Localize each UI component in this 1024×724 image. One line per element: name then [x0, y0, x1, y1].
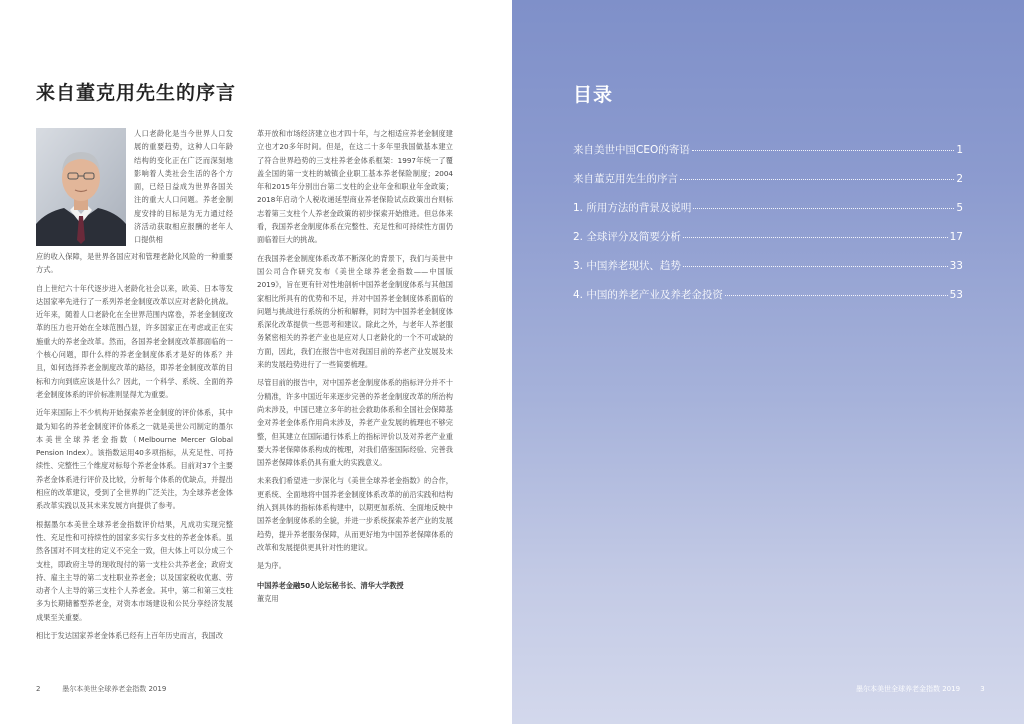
toc-item-page: 17 [949, 231, 963, 243]
right-page-footer [856, 684, 985, 694]
toc-item[interactable] [573, 287, 963, 316]
toc-item-label: 来自董克用先生的序言 [573, 173, 678, 185]
preface-title: 来自董克用先生的序言 [36, 82, 237, 104]
toc-leader-dots [680, 179, 954, 180]
signature-title: 中国养老金融50人论坛秘书长、清华大学教授 [257, 580, 404, 590]
toc-item-label: 1. 所用方法的背景及说明 [573, 202, 692, 214]
toc-item-label: 2. 全球评分及简要分析 [573, 231, 681, 243]
preface-paragraph: 在我国养老金制度体系改革不断深化的背景下，我们与美世中国公司合作研究发布《美世全球养老金指数——中国版2019》，旨在更有针对性地剖析中国养老金制度体系与其他国家相比所具有的优势和不足，并对中国养老金制度体系面临的问题与挑战进行系统的分析和解释，同时为中国养老金制度体系深化改革提供一些思考和建议。除此之外，与老年人养老服务紧密相关的养老产业也是应对人口老龄化的一个不可或缺的方面，因此，我们在报告中也对我国目前的养老产业发展及未来的发展趋势进行了一些简要梳理。 [257, 253, 453, 370]
footer-text: 墨尔本美世全球养老金指数 2019 [856, 685, 961, 693]
toc-leader-dots [683, 266, 948, 267]
toc-item[interactable] [573, 229, 963, 258]
preface-paragraph: 自上世纪六十年代逐步进入老龄化社会以来，欧美、日本等发达国家率先进行了一系列养老金制度改革以应对老龄化挑战。近年来，随着人口老龄化在全世界范围内席卷，养老金制度改革的压力也开始在全球范围凸显，许多国家正在考虑或正在实施重大的养老金改革。然而，各国养老金制度改革都面临的一个核心问题，即什么样的养老金制度体系才是好的体系？并且，如何选择养老金制度改革的路径，即养老金制度改革的目标和方向到底应该是什么？因此，一个科学、系统、全面的养老金制度体系的评价标准则显得尤为重要。 [36, 283, 233, 399]
toc-leader-dots [693, 208, 954, 209]
preface-paragraph: 未来我们希望进一步深化与《美世全球养老金指数》的合作，更系统、全面地将中国养老金制度体系改革的前沿实践和结构纳入到具体的指标体系构建中，以期更加系统、全面地反映中国养老金制度体系的全貌，并进一步系统探索养老产业的发展趋势，提升养老服务保障，从而更好地为中国养老保障体系的改革和发展提供更具针对性的建议。 [257, 476, 453, 552]
portrait-illustration [36, 128, 126, 246]
toc-item-label: 4. 中国的养老产业及养老金投资 [573, 289, 723, 301]
toc-item[interactable] [573, 258, 963, 287]
toc-item-page: 33 [949, 260, 963, 272]
preface-paragraph: 近年来国际上不少机构开始探索养老金制度的评价体系，其中最为知名的养老金制度评价体系之一就是美世公司制定的墨尔本美世全球养老金指数（Melbourne Mercer Global Pension Index）。该指数运用40多项指标，从充足性、可持续性、完整性三个维度对标每个养老金体系。目前对37个主要养老金体系进行评价及比较，分析每个体系的优缺点，并提出相应的改革建议，受到了全世界的广泛关注，为全球养老金体系改革实践以及其未来发展方向提供了参考。 [36, 408, 233, 511]
footer-text: 墨尔本美世全球养老金指数 2019 [62, 685, 167, 693]
preface-paragraph: 人口老龄化是当今世界人口发展的重要趋势，这种人口年龄结构的变化正在广泛而深刻地影响着人类社会生活的各个方面，已经日益成为世界各国关注的重大人口问题。养老金制度安排的目标是为无力通过经济活动获取相应报酬的老年人口提供相 [134, 129, 233, 245]
toc-leader-dots [725, 295, 948, 296]
preface-paragraph: 革开放和市场经济建立也才四十年，与之相适应养老金制度建立也才20多年时间。但是，在这二十多年里我国做基本建立了符合世界趋势的三支柱养老金体系框架：1997年统一了覆盖全国的第一支柱的城镇企业职工基本养老保险制度；2004年和2015年分别出台第二支柱的企业年金和职业年金政策；2018年启动个人税收递延型商业养老保险试点政策出台则标志着第三支柱个人养老金政策的初步探索开始推进。但总体来看，我国养老金制度体系在完整性、充足性和可持续性方面仍面临着巨大的挑战。 [257, 129, 453, 245]
toc-item[interactable] [573, 171, 963, 200]
toc-leader-dots [692, 150, 955, 151]
preface-paragraph: 应的收入保障，是世界各国应对和管理老龄化风险的一种重要方式。 [36, 252, 233, 275]
preface-paragraph: 是为序。 [257, 561, 286, 571]
left-page-footer [36, 684, 166, 694]
portrait-photo [36, 128, 126, 246]
preface-paragraph: 根据墨尔本美世全球养老金指数评价结果，凡成功实现完整性、充足性和可持续性的国家多实行多支柱的养老金体系。虽然各国对不同支柱的定义不完全一致，但大体上可以分成三个支柱，即政府主导的现收现付的第一支柱公共养老金；政府支持、雇主主导的第二支柱职业养老金；以及国家税收优惠、劳动者个人主导的第三支柱个人养老金。其中，第二和第三支柱多为长期储蓄型养老金，对资本市场建设和公民分享经济发展成果至关重要。 [36, 519, 233, 622]
preface-column-a [36, 250, 233, 647]
page-number: 3 [980, 685, 985, 693]
preface-column-b [257, 127, 453, 605]
toc-item-label: 来自美世中国CEO的寄语 [573, 144, 690, 156]
toc-item[interactable] [573, 200, 963, 229]
toc-item-page: 2 [956, 173, 963, 185]
preface-paragraph: 尽管目前的报告中，对中国养老金制度体系的指标评分并不十分精准，许多中国近年来逐步完善的养老金制度改革的所治构尚未涉及，中国已建立多年的社会救助体系和全国社会保障基金对养老金体系作用尚未涉及，养老产业发展的梳理也不够完整，但其建立在国际通行体系上的指标评价以及对养老产业重要大养老保障体系构成的梳理，对我们借鉴国际经验、完善我国养老保障体系仍具有重大的实践意义。 [257, 378, 453, 468]
toc-leader-dots [683, 237, 948, 238]
preface-paragraph: 相比于发达国家养老金体系已经有上百年历史而言，我国改 [36, 631, 223, 641]
right-page [512, 0, 1024, 724]
toc-item-page: 5 [956, 202, 963, 214]
table-of-contents [573, 142, 963, 316]
toc-item-label: 3. 中国养老现状、趋势 [573, 260, 681, 272]
toc-item-page: 53 [949, 289, 963, 301]
toc-title: 目录 [573, 84, 614, 106]
preface-column-a-top [134, 127, 233, 252]
page-number: 2 [36, 685, 41, 693]
signature-name: 董克用 [257, 593, 279, 603]
toc-item[interactable] [573, 142, 963, 171]
toc-item-page: 1 [956, 144, 963, 156]
